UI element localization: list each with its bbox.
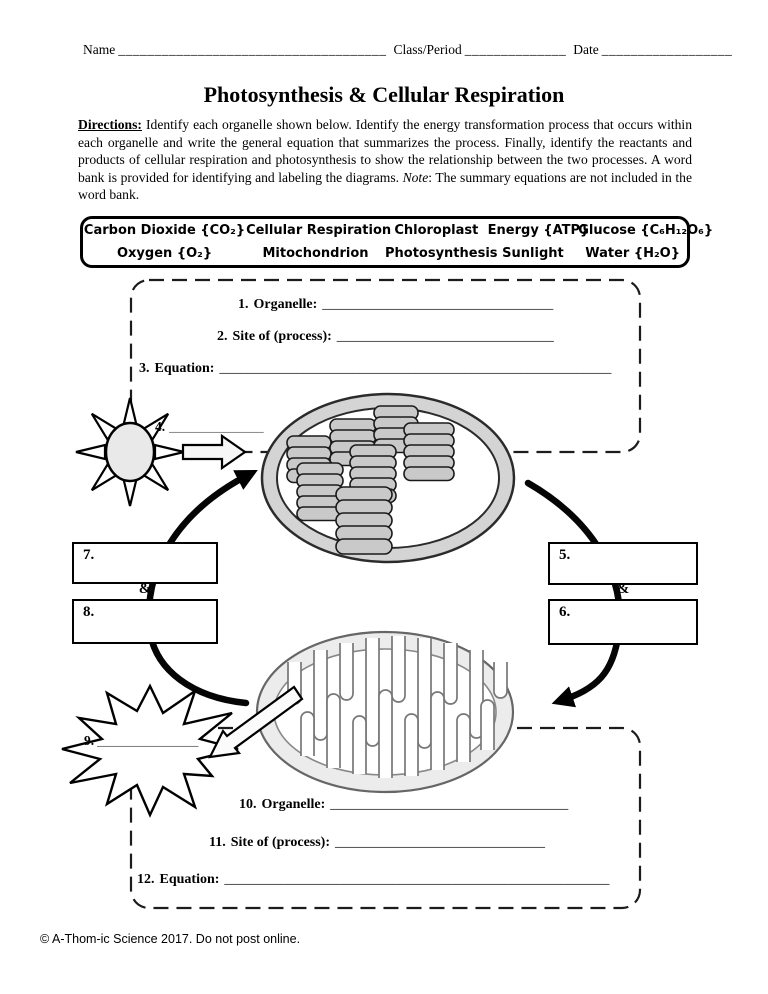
date-label: Date — [573, 42, 599, 57]
item-label: Organelle: — [261, 797, 326, 812]
directions-note-label: Note — [402, 169, 429, 185]
organelle-1-row — [238, 297, 553, 313]
equation-3-row — [139, 361, 611, 377]
box-number: 6. — [559, 604, 571, 620]
answer-blank: _______________________________ — [336, 329, 554, 344]
sunlight-arrow-icon — [183, 436, 245, 468]
answer-blank: ________________________________________________________ — [219, 361, 612, 376]
word-bank-term: Sunlight — [502, 246, 564, 261]
item-number: 12. — [137, 872, 155, 887]
sunlight-4-row — [155, 419, 264, 435]
item-number: 11. — [209, 835, 226, 850]
chloroplast-illustration — [262, 394, 514, 562]
word-bank-term: Mitochondrion — [262, 246, 369, 261]
item-label: Site of (process): — [232, 329, 332, 344]
box-number: 8. — [83, 604, 95, 620]
box-number: 5. — [559, 547, 571, 563]
ampersand-right: & — [616, 581, 630, 597]
item-label: Equation: — [159, 872, 220, 887]
mitochondrion-illustration — [257, 632, 513, 792]
item-label: Site of (process): — [230, 835, 331, 850]
word-bank-term: Oxygen {O₂} — [117, 246, 213, 261]
page-title: Photosynthesis & Cellular Respiration — [203, 82, 565, 107]
word-bank-term: Glucose {C₆H₁₂O₆} — [578, 223, 714, 238]
word-bank-term: Cellular Respiration — [246, 223, 392, 238]
item-label: Organelle: — [253, 297, 318, 312]
answer-blank: ______________________________ — [335, 835, 546, 850]
starburst-shape — [62, 686, 238, 815]
equation-12-row — [137, 872, 609, 888]
item-number: 1. — [238, 297, 249, 312]
answer-blank: _________________________________ — [322, 297, 554, 312]
copyright-footer: © A-Thom-ic Science 2017. Do not post online. — [40, 932, 301, 946]
directions-body: Identify each organelle shown below. Identify the energy transformation process that occurs within each organelle and write the general equation that summarizes the process. Finally, identify the reactants and products of cellular respiration and photosynthesis to show the relationship between the two processes. A word bank is provided for identifying and labeling the diagrams. — [78, 117, 692, 185]
answer-blank: _______________________________________________________ — [224, 872, 610, 887]
word-bank-term: Carbon Dioxide {CO₂} — [83, 223, 246, 238]
answer-blank: __________________________________ — [330, 797, 569, 812]
energy-9-row — [84, 733, 198, 749]
directions-label: Directions: — [78, 117, 142, 132]
directions-paragraph — [78, 116, 692, 204]
name-label: Name — [83, 42, 116, 57]
directions-note-body: : The summary equations are not included in the word bank. — [78, 169, 692, 203]
site-of-process-11-row — [209, 835, 545, 851]
item-number: 4. — [155, 419, 166, 434]
sun-icon — [76, 398, 184, 506]
word-bank-term: Photosynthesis — [384, 246, 498, 261]
class-period-blank: ______________ — [464, 42, 567, 57]
date-blank: __________________ — [601, 42, 733, 57]
item-label: Equation: — [154, 361, 215, 376]
answer-blank: ______________ — [169, 419, 264, 434]
word-bank — [80, 216, 714, 268]
name-blank: _____________________________________ — [118, 42, 387, 57]
header-line — [83, 42, 739, 58]
answer-box-8 — [72, 599, 218, 644]
answer-box-7 — [72, 542, 218, 584]
answer-box-6 — [548, 599, 698, 645]
item-number: 3. — [139, 361, 150, 376]
ampersand-left: & — [138, 581, 152, 597]
organelle-10-row — [239, 797, 568, 813]
answer-blank: _______________ — [97, 733, 199, 748]
item-number: 10. — [239, 797, 257, 812]
word-bank-term: Chloroplast — [394, 223, 479, 238]
answer-box-5 — [548, 542, 698, 585]
item-number: 9. — [84, 733, 95, 748]
class-period-label: Class/Period — [393, 42, 462, 57]
site-of-process-2-row — [217, 329, 554, 345]
item-number: 2. — [217, 329, 228, 344]
word-bank-term: Water {H₂O} — [585, 246, 680, 261]
word-bank-term: Energy {ATP} — [487, 223, 590, 238]
box-number: 7. — [83, 547, 95, 563]
